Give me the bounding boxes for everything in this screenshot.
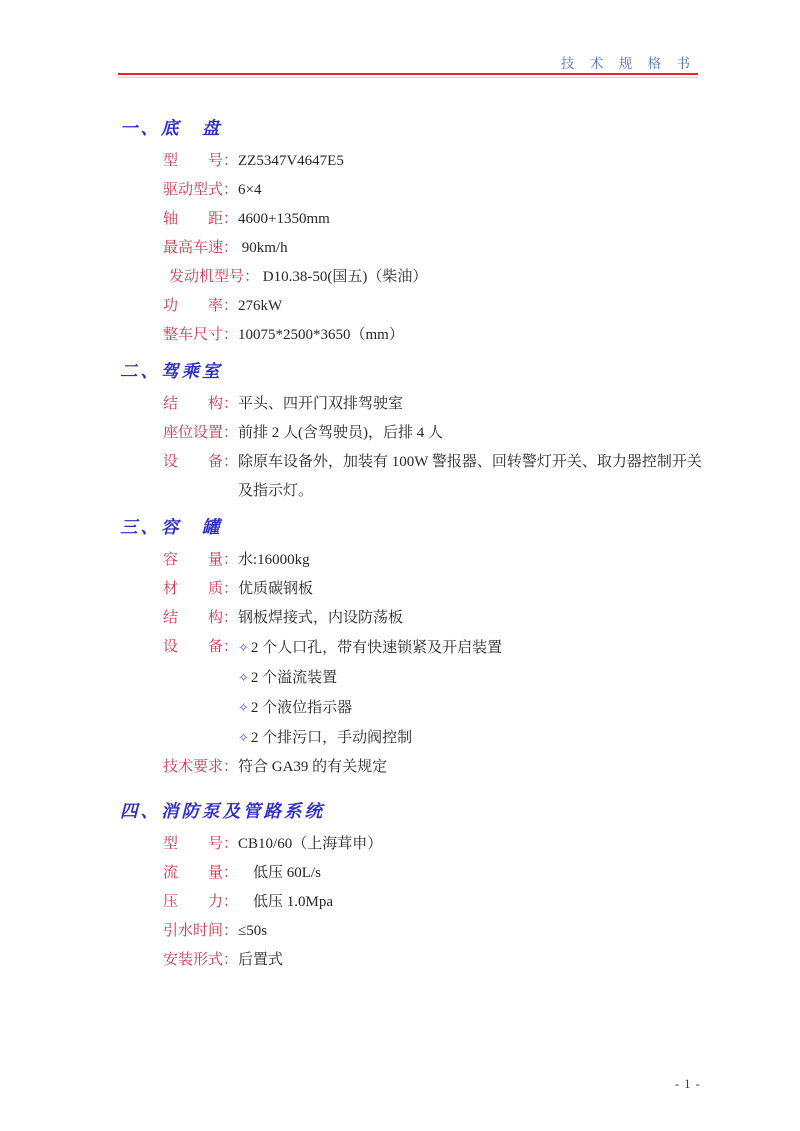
spec-value: 10075*2500*3650（mm） xyxy=(238,327,404,343)
spec-row xyxy=(163,917,712,946)
spec-label: 最高车速： xyxy=(163,240,239,256)
spec-label: 驱动型式： xyxy=(163,182,239,198)
spec-row xyxy=(163,205,712,234)
spec-value: 低压 60L/s xyxy=(238,865,321,881)
header-rule-divider xyxy=(118,73,698,78)
bullet-line xyxy=(238,663,502,693)
spec-value: 符合 GA39 的有关规定 xyxy=(238,759,388,775)
spec-value: D10.38-50(国五)（柴油） xyxy=(259,269,428,285)
page-header-title: 技 术 规 格 书 xyxy=(561,56,696,71)
spec-label: 结 构： xyxy=(163,396,239,412)
bullet-text: 2 个溢流装置 xyxy=(250,670,338,686)
spec-label: 材 质： xyxy=(163,581,239,597)
spec-label: 设 备： xyxy=(163,454,239,470)
spec-label: 型 号： xyxy=(163,153,239,169)
spec-value: 4600+1350mm xyxy=(238,211,330,227)
spec-label: 型 号： xyxy=(163,836,239,852)
spec-label: 发动机型号： xyxy=(169,269,260,285)
spec-value: 90km/h xyxy=(238,240,288,256)
diamond-bullet-icon: ✧ xyxy=(238,640,249,655)
spec-value: 6×4 xyxy=(238,182,262,198)
spec-label: 容 量： xyxy=(163,552,239,568)
spec-value: 除原车设备外，加装有 100W 警报器、回转警灯开关、取力器控制开关及指示灯。 xyxy=(238,454,702,499)
spec-label: 结 构： xyxy=(163,610,239,626)
spec-label: 安装形式： xyxy=(163,952,239,968)
spec-value: 276kW xyxy=(238,298,283,314)
page-number: - 1 - xyxy=(675,1077,701,1091)
spec-value: 水:16000kg xyxy=(238,552,310,568)
bullet-text: 2 个人口孔，带有快速锁紧及开启装置 xyxy=(250,640,503,656)
spec-label: 轴 距： xyxy=(163,211,239,227)
spec-value: CB10/60（上海茸申） xyxy=(238,836,383,852)
spec-row xyxy=(163,946,712,975)
bullet-list xyxy=(238,633,502,753)
spec-row xyxy=(163,859,712,888)
section-heading: 三、容 罐 xyxy=(120,517,223,537)
spec-label: 设 备： xyxy=(163,639,239,655)
spec-label: 技术要求： xyxy=(163,759,239,775)
section xyxy=(120,115,712,350)
spec-row xyxy=(163,604,712,633)
section-heading: 四、消防泵及管路系统 xyxy=(120,801,325,821)
bullet-line xyxy=(238,723,502,753)
spec-value: 后置式 xyxy=(238,952,284,968)
spec-row xyxy=(163,888,712,917)
spec-row xyxy=(163,176,712,205)
diamond-bullet-icon: ✧ xyxy=(238,670,249,685)
bullet-line xyxy=(238,693,502,723)
spec-row xyxy=(163,753,712,782)
spec-value: ≤50s xyxy=(238,923,268,939)
spec-row xyxy=(163,830,712,859)
spec-value: ZZ5347V4647E5 xyxy=(238,153,344,169)
section xyxy=(120,358,712,506)
spec-row xyxy=(163,419,712,448)
bullet-line xyxy=(238,633,502,663)
spec-row xyxy=(163,448,712,506)
spec-row xyxy=(163,390,712,419)
document-body xyxy=(120,107,712,975)
spec-label: 流 量： xyxy=(163,865,239,881)
diamond-bullet-icon: ✧ xyxy=(238,730,249,745)
section xyxy=(120,798,712,975)
spec-label: 整车尺寸： xyxy=(163,327,239,343)
spec-row xyxy=(163,147,712,176)
spec-row xyxy=(163,292,712,321)
spec-row xyxy=(169,263,712,292)
spec-row xyxy=(163,546,712,575)
spec-row xyxy=(163,234,712,263)
spec-row xyxy=(163,321,712,350)
spec-value: 低压 1.0Mpa xyxy=(238,894,334,910)
spec-label: 引水时间： xyxy=(163,923,239,939)
spec-row xyxy=(163,575,712,604)
bullet-text: 2 个液位指示器 xyxy=(250,700,353,716)
bullet-text: 2 个排污口，手动阀控制 xyxy=(250,730,413,746)
spec-label: 压 力： xyxy=(163,894,239,910)
spec-label: 座位设置： xyxy=(163,425,239,441)
section xyxy=(120,514,712,782)
spec-label: 功 率： xyxy=(163,298,239,314)
spec-value: 钢板焊接式，内设防荡板 xyxy=(238,610,404,626)
section-heading: 一、底 盘 xyxy=(120,118,223,138)
diamond-bullet-icon: ✧ xyxy=(238,700,249,715)
spec-value: 优质碳钢板 xyxy=(238,581,314,597)
spec-row xyxy=(163,633,712,753)
spec-value: 平头、四开门双排驾驶室 xyxy=(238,396,404,412)
section-heading: 二、驾乘室 xyxy=(120,361,223,381)
spec-value: 前排 2 人(含驾驶员)，后排 4 人 xyxy=(238,425,444,441)
